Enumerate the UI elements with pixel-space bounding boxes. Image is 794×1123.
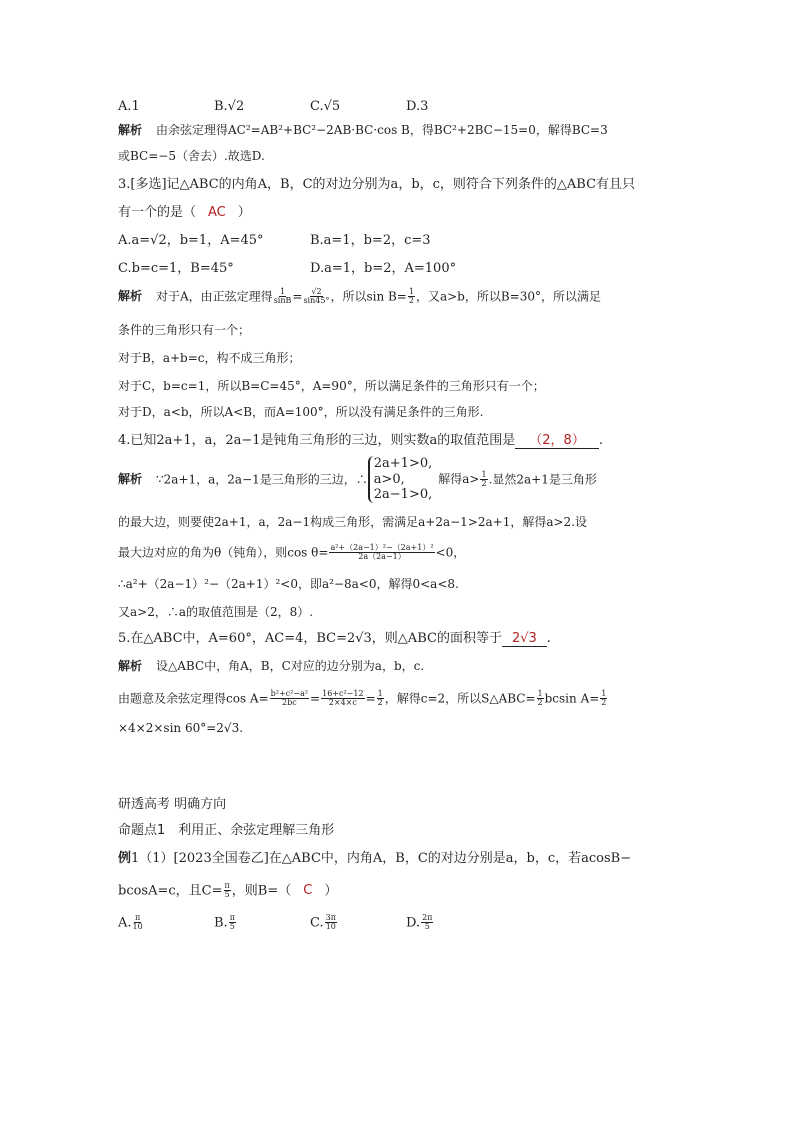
- section-title: 研透高考 明确方向: [118, 797, 227, 812]
- option-b: B. $\frac{\pi}{5}$: [214, 913, 235, 932]
- q4-stem: 4.已知2a+1，a，2a−1是钝角三角形的三边，则实数a的取值范围是 （2，8） .: [118, 433, 603, 448]
- option-c: C.√5: [310, 99, 341, 114]
- fraction: $\frac{1}{2}$: [377, 689, 383, 708]
- fraction: $\frac{\text{b²+c²−a²}}{2bc}$: [270, 689, 309, 708]
- example-answer: C: [303, 883, 313, 899]
- example-stem-line-2: bcosA=c，且C= $\frac{\pi}{5}$ ，则B=（ C ）: [118, 881, 338, 900]
- q5-stem: 5.在△ABC中，A=60°，AC=4，BC=2√3，则△ABC的面积等于 2√3 .: [118, 631, 551, 646]
- option-a: A.a=√2，b=1，A=45°: [118, 233, 264, 248]
- q3-solution-line-3: 对于B，a+b=c，构不成三角形；: [118, 351, 301, 365]
- q5-solution-line-2: 由题意及余弦定理得cos A= $\frac{\text{b²+c²−a²}}{2bc}$ = $\frac{\text{16+c²−12}}{2\times 4\times c}$ = $\frac{1}{2}$ ，解得c=2，所以S△ABC= $\frac{1}{2}$ bcsin A= $\frac{1}{2}$: [118, 689, 607, 708]
- q4-solution-line-3: 最大边对应的角为θ（钝角），则cos θ= $\frac{\text{a²+（2a−1）²−（2a+1）²}}{2a(2a-1)}$ <0，: [118, 543, 466, 562]
- fraction: $\frac{1}{2}$: [537, 689, 543, 708]
- option-d: D.3: [406, 99, 429, 114]
- q2-solution-line-1: 解析 由余弦定理得AC²=AB²+BC²−2AB·BC·cos B，得BC²+2BC−15=0，解得BC=3: [118, 123, 608, 137]
- q3-options-row-2: [118, 262, 456, 275]
- q4-answer: （2，8）: [515, 434, 599, 449]
- example-options: [118, 914, 434, 932]
- option-d: D. $\frac{2\pi}{5}$: [406, 913, 433, 932]
- q3-solution-line-5: 对于D，a<b，所以A<B，而A=100°，所以没有满足条件的三角形.: [118, 405, 484, 419]
- solution-label: 解析: [118, 472, 143, 487]
- fraction: $\frac{√2}{\sin 45^\circ}$: [303, 287, 330, 306]
- q3-solution-line-4: 对于C，b=c=1，所以B=C=45°，A=90°，所以满足条件的三角形只有一个；: [118, 379, 545, 393]
- fraction: $\frac{\text{16+c²−12}}{2\times 4\times c}$: [322, 689, 364, 708]
- option-b: B.√2: [214, 99, 245, 114]
- q3-stem-line-1: 3.[多选]记△ABC的内角A，B，C的对边分别为a，b，c，则符合下列条件的△ABC有且只: [118, 177, 636, 192]
- q3-options-row-1: [118, 234, 431, 247]
- option-d: D.a=1，b=2，A=100°: [310, 261, 457, 276]
- solution-label: 解析: [118, 289, 143, 304]
- fraction: $\frac{1}{2}$: [601, 689, 607, 708]
- q5-solution-line-3: ×4×2×sin 60°=2√3.: [118, 721, 244, 735]
- option-a: A.1: [118, 99, 140, 114]
- q3-solution-line-2: 条件的三角形只有一个；: [118, 323, 251, 337]
- inequality-system: 2a+1>0, a>0, 2a−1>0,: [368, 456, 432, 503]
- solution-label: 解析: [118, 123, 143, 137]
- q3-solution-line-1: 解析 对于A，由正弦定理得 $\frac{1}{\sin B}$ = $\frac{√2}{\sin 45^\circ}$ ，所以sin B= $\frac{1}{2}$ ，又a>b，所以B=30°，所以满足: [118, 287, 602, 306]
- q4-solution-line-1: 解析 ∵2a+1，a，2a−1是三角形的三边，∴ 2a+1>0, a>0, 2a−1>0, 解得a> $\frac{1}{2}$ .显然2a+1是三角形: [118, 456, 597, 503]
- option-a: A. $\frac{\pi}{10}$: [118, 913, 143, 932]
- q5-answer: 2√3: [502, 632, 547, 647]
- q2-options: [118, 100, 428, 113]
- q3-answer: AC: [208, 205, 226, 220]
- option-c: C. $\frac{3\pi}{10}$: [310, 913, 336, 932]
- example-stem-line-1: 例1（1）[2023全国卷乙]在△ABC中，内角A，B，C的对边分别是a，b，c，若acosB−: [118, 851, 632, 866]
- q2-solution-line-2: 或BC=−5（舍去）.故选D.: [118, 149, 265, 163]
- fraction: $\frac{1}{\sin B}$: [273, 287, 292, 306]
- option-b: B.a=1，b=2，c=3: [310, 233, 431, 248]
- q4-solution-line-4: ∴a²+（2a−1）²−（2a+1）²<0，即a²−8a<0，解得0<a<8.: [118, 577, 459, 591]
- fraction: $\frac{\text{a²+（2a−1）²−（2a+1）²}}{2a(2a-1)}$: [330, 543, 434, 562]
- example-label: 例: [118, 851, 132, 866]
- option-c: C.b=c=1，B=45°: [118, 261, 234, 276]
- q5-solution-line-1: 解析 设△ABC中，角A，B，C对应的边分别为a，b，c.: [118, 659, 425, 673]
- q3-stem-line-2: 有一个的是（ AC ）: [118, 205, 251, 220]
- q4-solution-line-2: 的最大边，则要使2a+1，a，2a−1构成三角形，需满足a+2a−1>2a+1，解得a>2.设: [118, 515, 587, 529]
- fraction: $\frac{1}{2}$: [481, 469, 487, 488]
- q4-solution-line-5: 又a>2，∴a的取值范围是（2，8）.: [118, 605, 314, 619]
- solution-label: 解析: [118, 659, 143, 673]
- topic-title: 命题点1 利用正、余弦定理解三角形: [118, 823, 335, 838]
- fraction: $\frac{\pi}{5}$: [224, 881, 230, 900]
- fraction: $\frac{1}{2}$: [408, 287, 414, 306]
